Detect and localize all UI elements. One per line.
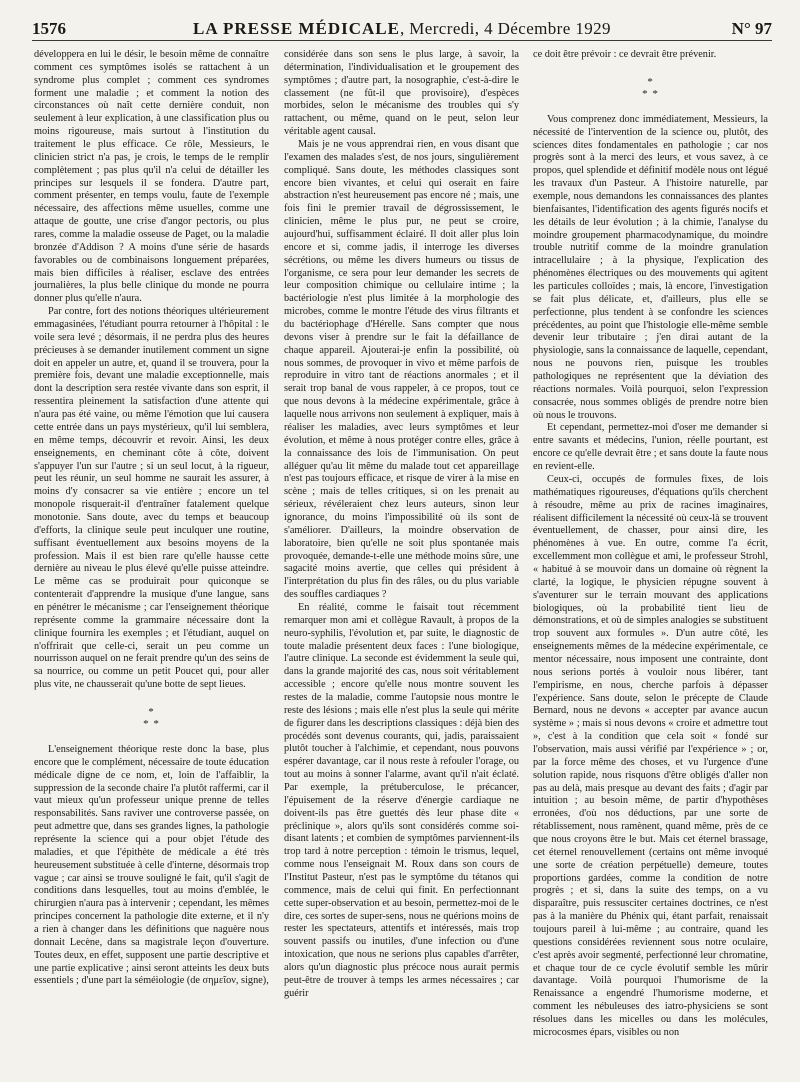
paragraph: Et cependant, permettez-moi d'oser me demander si entre savants et médecins, l'union, réelle pourtant, est encore ce qu'elle devrait être ; et sans doute la faute nous en revient-elle. [533,422,768,473]
paragraph: considérée dans son sens le plus large, à savoir, la détermination, l'individualisation et le groupement des symptômes ; d'autre part, la nosographie, c'est-à-dire le classement (ne fût-il que provisoire), d'espèces morbides, selon le mécanisme des troubles qui s'y rattachent, ou même, quand on le peut, selon leur véritable agent causal. [284,49,519,138]
separator-stars-top: * [647,75,654,88]
column-right [533,49,768,1040]
issue-number: N° 97 [731,19,772,38]
paragraph: L'enseignement théorique reste donc la base, plus encore que le complément, nécessaire de toute éducation médicale digne de ce nom, et, loin de l'affaiblir, la suppression de la seconde chaire l'a plutôt raffermi, car il vaut mieux qu'un professeur unique prenne de telles responsabilités. Sans raviver une controverse passée, on peut admettre que, dans ses grandes lignes, la pathologie représente la science qui a pour objet l'étude des maladies, et que l'épithète de médicale a été très heureusement substituée à celle d'interne, désormais trop vague ; car ainsi se trouve souligné le fait, qu'il s'agit de conditions dans lesquelles, tout au moins d'emblée, le chirurgien n'aura pas à intervenir ; cependant, les mêmes principes concernent la pathologie dite externe, et il n'y a rien à changer dans les définitions que naguère nous donnait Lecène, dans sa magistrale leçon d'ouverture. Toutes deux, en effet, supposent une partie descriptive et une partie explicative ; ainsi seront atteints les deux buts essentiels ; d'une part la séméiologie (de σημεῖον, signe), [34,743,269,987]
separator-stars-bottom: * * [642,87,659,100]
column-left [34,49,269,988]
column-middle [284,49,519,1001]
paragraph: ce doit être prévoir : ce devrait être prévenir. [533,49,717,60]
running-title [32,18,772,40]
section-separator [34,706,269,730]
paragraph: développera en lui le désir, le besoin même de connaître comment ces symptômes isolés se rattachent à un syndrome plus complet ; comment ces syndromes forment une maladie ; et comment la notion des circonstances où naît cette dernière conduit, non seulement à leur explication, à une classification plus ou moins rigoureuse, mais surtout à l'institution du traitement le plus efficace. Ce rôle, Messieurs, le clinicien strict n'a pas, je crois, le temps de le remplir complètement ; pas plus qu'il n'a celui de détailler les principes sur lesquels il se fondera. D'autre part, comment présenter, en temps voulu, faute de l'exemple nécessaire, des affections même usuelles, comme une attaque de goutte, une crise d'angor pectoris, ou plus rares, comme la maladie osseuse de Paget, ou la maladie bronzée d'Addison ? A moins d'une série de hasards favorables ou de combinaisons longuement préparées, mais bien difficiles à réaliser, esclave des entrées journalières, la plus belle clinique du monde ne pourra donner plus qu'elle n'aura. [34,49,269,305]
issue-date: , Mercredi, 4 Décembre 1929 [399,19,611,38]
journal-name: LA PRESSE MÉDICALE [193,19,400,38]
page-number: 1576 [32,19,66,38]
paragraph: Mais je ne vous apprendrai rien, en vous disant que l'examen des malades s'est, de nos jours, singulièrement compliqué. Sans doute, les méthodes classiques sont encore bien vivantes, et celui qui oserait en faire abstraction n'est heureusement pas encore né ; mais, une fois fini le premier travail de dégrossissement, le clinicien, même le plus pur, ne peut se croire, aujourd'hui, suffisamment éclairé. Il doit aller plus loin encore et si, comme jadis, il interroge les diverses sécrétions, ou même les divers humeurs ou tissus de l'organisme, ce sera pour leur demander les secrets de leur composition chimique ou cellulaire intime ; la bactériologie n'est plus limitée à la morphologie des microbes, comme le montre l'étude des virus filtrants et du bactériophage d'Hérelle. Sans compter que nous devons viser à prendre sur le fait la défaillance de chaque appareil. Ajouterai-je enfin la possibilité, où nous sommes, de provoquer in vivo et même parfois de reproduire in vitro tant de réactions anormales ; et il serait trop banal de vous rappeler, à ce propos, tout ce que nous devons à la médecine expérimentale, grâce à laquelle nous arrivons non seulement à expliquer, mais à réaliser les maladies, avec leurs symptômes et leur évolution, et même à nous protéger contre elles, grâce à la connaissance des lois de l'immunisation. On peut alléguer qu'au lit même du malade tout cet appareillage n'est pas toujours efficace, et risque de virer à la mise en scène ; mais de telles critiques, si on les prenait au sérieux, révéleraient chez leurs auteurs, sinon leur ignorance, du moins l'impossibilité où ils sont de s'améliorer. D'ailleurs, la moindre observation de laboratoire, bien qu'elle ne soit plus spontanée mais provoquée, demande-t-elle une méthode moins sûre, une sagacité moins avertie, que celles qui président à l'interprétation du plus fin des râles, ou du plus variable des souffles cardiaques ? [284,139,519,601]
paragraph: Ceux-ci, occupés de formules fixes, de lois mathématiques rigoureuses, d'équations qu'ils cherchent à résoudre, même au prix de racines imaginaires, réalisent difficilement la nécessité où ceux-là se trouvent éventuellement, de chasser, pour ainsi dire, les phénomènes à vue. En outre, comme l'a écrit, excellemment mon collègue et ami, le professeur Strohl, « habitué à se mouvoir dans un domaine où règnent la clarté, la logique, le physicien répugne souvent à s'aventurer sur le terrain mouvant des applications biologiques, où la probabilité tient lieu de démonstrations, et où de simples analogies se substituent trop souvent aux formules ». D'un autre côté, les enseignements mêmes de la médecine expérimentale, ce mentor nécessaire, nous imposent une contrainte, dont nous serions portés à vouloir nous libérer, tant l'empirisme, en nous, cherche parfois à dépasser l'expérience. Sans doute, selon le précepte de Claude Bernard, nous ne devons « accepter par avance aucun système » ; mais si nous devons « croire et admettre tout », c'est à la condition que cela soit « fondé sur l'observation, mais aussi vérifié par l'expérience » ; or, par la force même des choses, et vu l'urgence d'une solution rapide, nous risquons d'être obligés d'aller non pas au delà, mais presque au devant des faits ; d'agir par intuition ; au besoin même, de partir d'hypothèses erronées, d'où nos déductions, par une sorte de rétablissement, nous ramènent, quand même, près de ce que nous croyons être le but. Mais cet éternel brassage, cet éternel renouvellement (certains ont même invoqué une sorte de création perpétuelle) demeure, toutes proportions gardées, comme la condition de notre progrès ; et si, dans la suite des temps, on a vu disparaître, puis ressusciter certaines doctrines, ce n'est pas à la manière du Phénix qui, étant parfait, renaissait toujours pareil à lui-même ; au contraire, quand les questions considérées reviennent sous notre oculaire, c'est après avoir segmenté, perfectionné leur chromatine, et chaque tour de ce cycle évolutif semble les mûrir davantage. Voilà pourquoi l'humorisme de la Renaissance a engendré l'humorisme moderne, et comment les nébuleuses des iatro-physiciens se sont résolues dans les micelles ou dans les molécules, microcosmes épars, visibles ou non [533,473,768,1038]
paragraph: En réalité, comme le faisait tout récemment remarquer mon ami et collègue Ravault, à propos de la neuro-syphilis, l'évolution et, par suite, le diagnostic de toute maladie présentent deux faces : l'une biologique, l'autre clinique. La seconde est évidemment la seule qui, dans la grande majorité des cas, nous soit véritablement accessible ; encore qu'elle nous montre souvent les restes de la maladie, comme l'autopsie nous montre le reste des lésions ; mais elle n'est plus la seule qui mérite de figurer dans les descriptions classiques : déjà bien des procédés sont devenus courants, qui, jadis, paraissaient plutôt toucher à l'alchimie, et cependant, nous pouvons espérer davantage, car il nous reste à refouler l'orage, ou tout au moins à sonner l'alarme, avant qu'il n'ait éclaté. Par exemple, la prétuberculose, le précancer, l'épuisement de la réserve d'énergie cardiaque ne doivent-ils pas être guettés dès leur phase dite « préclinique », alors qu'ils sont considérés comme soi-disant latents ; et combien de symptômes parviennent-ils trop tard à notre perception : témoin le trismus, lequel, comme nous l'enseignait M. Roux dans son cours de l'Institut Pasteur, n'est pas le symptôme du tétanos qui commence, mais de celui qui finit. En perfectionnant cette super-observation et au besoin, permettez-moi de le dire, ces sortes de super-sens, nous ne quérions moins de rester les spectateurs, attentifs et intéressés, mais trop souvent passifs ou inutiles, d'une infection ou d'une intoxication, que nous ne serions plus capables d'arrêter, alors qu'un diagnostic plus précoce nous aurait permis peut-être de trouver à temps les armes nécessaires ; car guérir [284,601,519,999]
section-separator [533,76,768,100]
separator-stars-top: * [148,705,155,718]
paragraph: Par contre, fort des notions théoriques ultérieurement emmagasinées, l'étudiant pourra retourner à l'hôpital : le voile sera levé ; désormais, il ne perdra plus des heures précieuses à se demander inutilement comment un signe doit en appeler un autre, et, quand il se trouvera, pour la première fois, devant une maladie exceptionnelle, mais dont la description sera restée vivante dans son esprit, il ressentira pleinement la satisfaction d'une attente qui n'aura pas été vaine, ou même l'émotion que lui causera cette entrée dans un pays mystérieux, qu'il lui semblera, en même temps, découvrir et revoir. Ainsi, les deux enseignements, en cheminant côte à côte, doivent s'appuyer l'un sur l'autre ; si un seul locut, à la rigueur, peut les réunir, un seul homme ne saurait les assurer, à moins d'y consacrer sa vie entière ; encore un tel monopole risquerait-il d'entraîner fatalement quelque monotonie. Sans doute, avec du temps et beaucoup d'efforts, la clinique seule peut inculquer une routine, suffisant éventuellement aux besoins moyens de la profession. Mais il est bien rare qu'elle hausse cette dernière au niveau le plus élevé qu'elle puisse atteindre. Le même cas se produirait pour quiconque se contenterait d'apprendre la musique d'une langue, sans en pénétrer le mécanisme ; car l'enseignement théorique représente comme la grammaire nécessaire dont la clinique fournira les exemples ; et l'étudiant, auquel on n'offrirait que celle-ci, serait un peu comme un nourrisson auquel on ne ferait prendre qu'un des seins de sa nourrice, ou comme un petit Poucet qui, pour aller plus vite, ne chausserait qu'une botte de sept lieues. [34,306,269,691]
page-header [32,18,772,41]
separator-stars-bottom: * * [143,717,160,730]
paragraph: Vous comprenez donc immédiatement, Messieurs, la nécessité de l'intervention de la science ou, plutôt, des sciences dites fondamentales en pathologie ; car nos progrès sont à la merci des leurs, et vous savez, à ce propos, quel splendide et définitif modèle nous ont légué les travaux d'un Pasteur. A l'histoire naturelle, par exemple, nous demandons les connaissances des plantes bienfaisantes, l'identification des agents figurés nocifs et les détails de leur évolution ; à la chimie, l'analyse du moindre groupement pharmacodynamique, du moindre trouble nutritif comme de la moindre granulation intracellulaire ; à la physique, l'explication des phénomènes électriques ou des mouvements qui agitent les particules colloïdes ; mais, là encore, l'investigation se fait plus délicate, et, d'ailleurs, plus elle se perfectionne, plus tendent à se confondre les sciences précédentes, au point que l'histologie elle-même semble devenir leur tributaire ; j'en dirai autant de la physiologie, sans la connaissance de laquelle, cependant, nous ne pouvons rien, puisque les troubles pathologiques ne représentent que la déviation des réactions normales. Voilà pourquoi, selon l'expression consacrée, nous sommes obligés de prendre notre bien où nous le trouvons. [533,113,768,421]
